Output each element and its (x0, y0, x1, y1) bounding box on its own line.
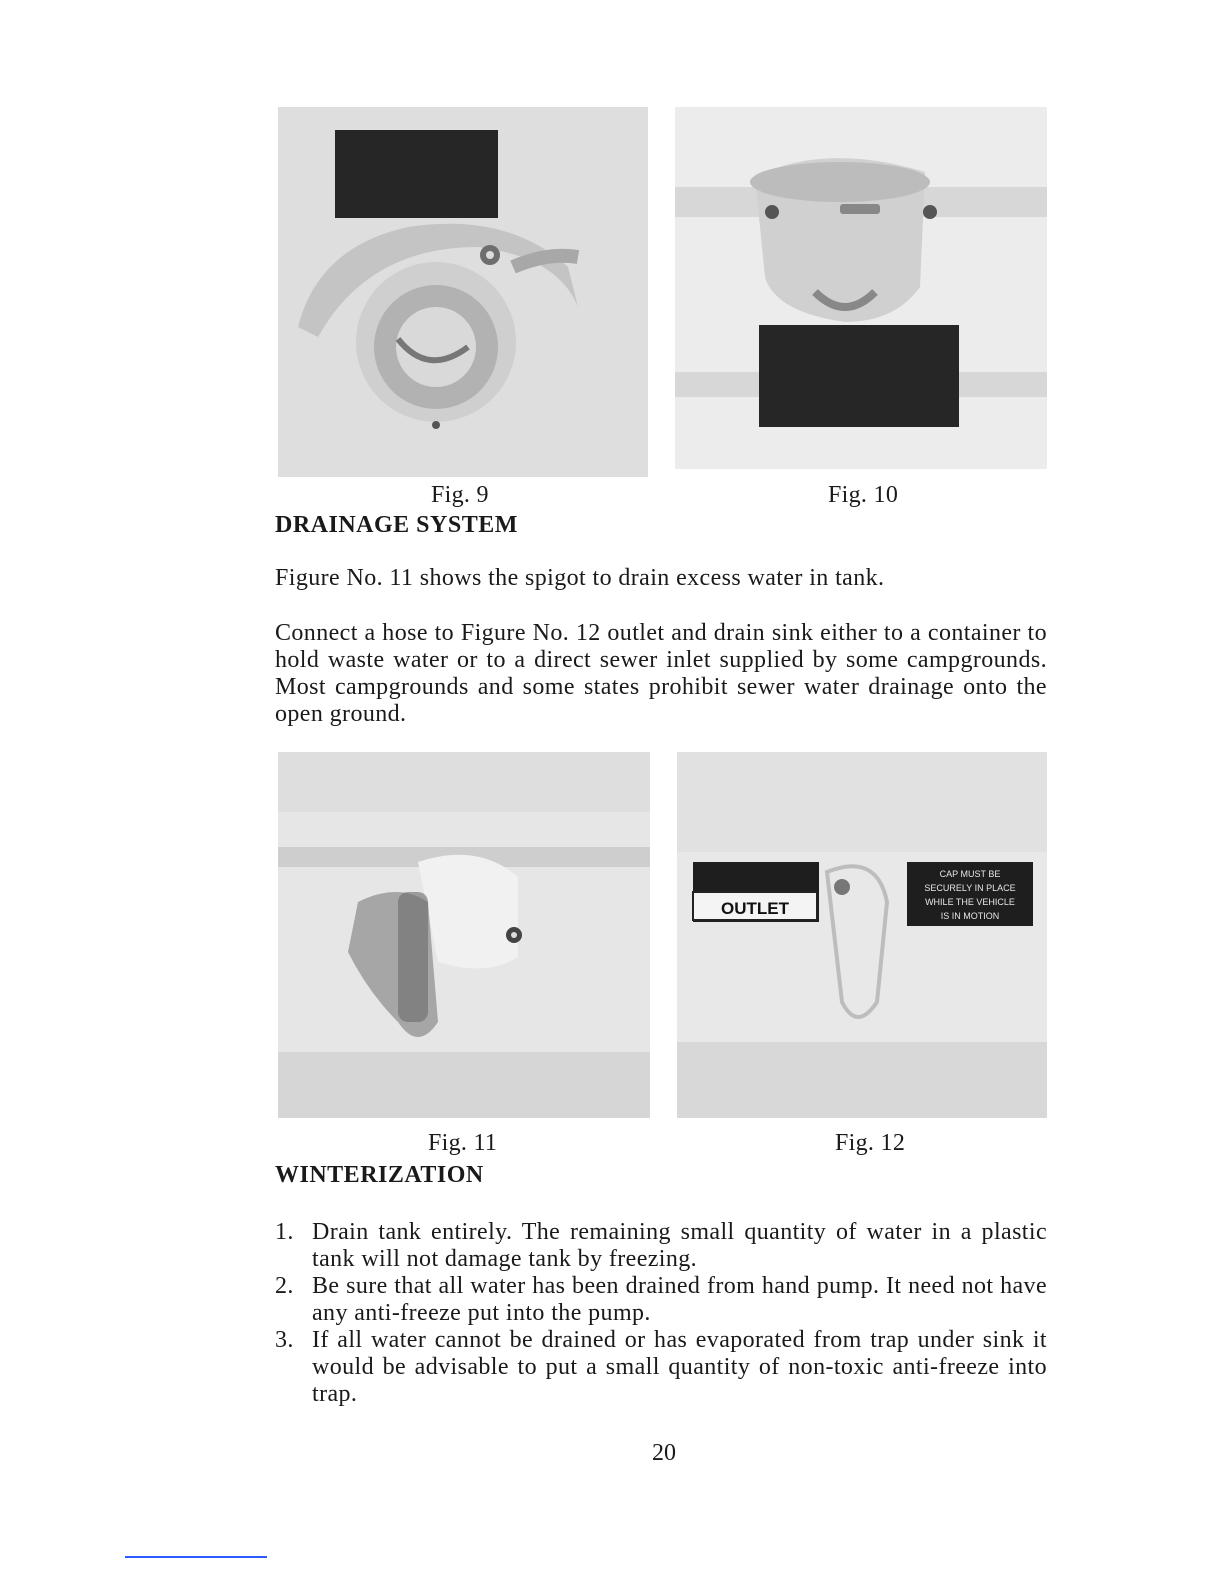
drainage-paragraph-1: Figure No. 11 shows the spigot to drain excess water in tank. (275, 565, 885, 591)
drainage-heading: DRAINAGE SYSTEM (275, 512, 518, 538)
outlet-label: OUTLET (721, 899, 789, 918)
warning-line-4: IS IN MOTION (940, 911, 1000, 921)
warning-line-2: SECURELY IN PLACE (924, 883, 1016, 893)
outlet-icon (677, 752, 1047, 1118)
fig10-caption: Fig. 10 (828, 482, 899, 508)
list-item-number: 1. (275, 1219, 294, 1245)
list-item-text: Be sure that all water has been drained from hand pump. It need not have any anti-freeze put into the pump. (312, 1273, 1047, 1326)
footer-line (125, 1556, 267, 1558)
winterization-heading: WINTERIZATION (275, 1162, 484, 1188)
list-item-text: Drain tank entirely. The remaining small quantity of water in a plastic tank will not damage tank by freezing. (312, 1219, 1047, 1272)
fig9-caption: Fig. 9 (431, 482, 489, 508)
winterization-list (275, 1219, 1047, 1408)
spigot-icon (278, 752, 650, 1118)
drainage-paragraph-2: Connect a hose to Figure No. 12 outlet and drain sink either to a container to hold waste water or to a direct sewer inlet supplied by some campgrounds. Most campgrounds and some states prohibit sewer water drainage onto the open ground. (275, 620, 1047, 727)
drain-valve-icon (278, 107, 648, 477)
list-item-text: If all water cannot be drained or has evaporated from trap under sink it would be advisable to put a small quantity of non-toxic anti-freeze into trap. (312, 1327, 1047, 1407)
list-item-number: 3. (275, 1327, 294, 1353)
page-number: 20 (652, 1440, 676, 1466)
warning-line-3: WHILE THE VEHICLE (925, 897, 1015, 907)
fig12-caption: Fig. 12 (835, 1130, 906, 1156)
list-item (275, 1273, 1047, 1327)
list-item (275, 1327, 1047, 1408)
list-item (275, 1219, 1047, 1273)
fig11-photo (278, 752, 650, 1118)
fig12-photo (677, 752, 1047, 1118)
list-item-number: 2. (275, 1273, 294, 1299)
fig11-caption: Fig. 11 (428, 1130, 498, 1156)
fig10-photo (675, 107, 1047, 469)
fig9-photo (278, 107, 648, 477)
warning-line-1: CAP MUST BE (939, 869, 1001, 879)
tank-cap-icon (675, 107, 1047, 469)
